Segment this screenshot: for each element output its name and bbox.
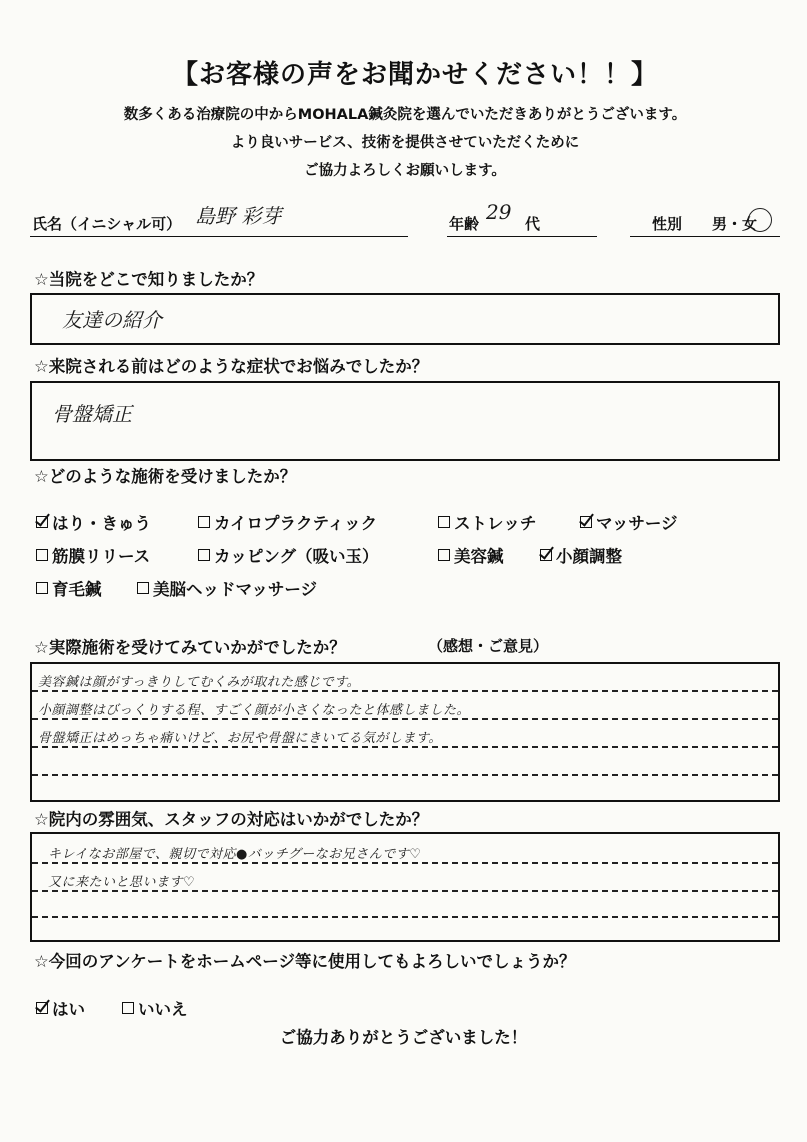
gender-selected-circle xyxy=(748,208,772,232)
q5-answer-line-1: キレイなお部屋で、親切で対応●バッチグーなお兄さんです♡ xyxy=(48,847,422,862)
checkbox-icon xyxy=(137,582,149,594)
option-yes: はい xyxy=(36,996,85,1020)
name-underline xyxy=(30,236,408,237)
name-value: 島野 彩芽 xyxy=(195,204,282,228)
dashed-line xyxy=(32,862,778,864)
checkbox-checked-icon xyxy=(36,1002,48,1014)
option-stretch: ストレッチ xyxy=(438,510,536,534)
q2-answer-box xyxy=(30,381,780,461)
q4-answer-line-1: 美容鍼は顔がすっきりしてむくみが取れた感じです。 xyxy=(38,675,361,690)
option-cosmetic-acupuncture: 美容鍼 xyxy=(438,543,504,567)
dashed-line xyxy=(32,746,778,748)
survey-title: 【お客様の声をお聞かせください！！】 xyxy=(171,60,658,90)
age-label: 年齢 xyxy=(449,215,480,233)
gender-underline xyxy=(630,236,780,237)
option-cupping: カッピング（吸い玉） xyxy=(198,543,379,567)
option-head-massage: 美脳ヘッドマッサージ xyxy=(137,576,317,600)
intro-line-3: ご協力よろしくお願いします。 xyxy=(304,163,506,179)
q2-answer: 骨盤矯正 xyxy=(52,402,132,426)
dashed-line xyxy=(32,916,778,918)
q4-answer-line-3: 骨盤矯正はめっちゃ痛いけど、お尻や骨盤にきいてる気がします。 xyxy=(38,731,442,746)
name-label: 氏名（イニシャル可） xyxy=(32,215,182,233)
q2-question: ☆来院される前はどのような症状でお悩みでしたか？ xyxy=(34,357,429,376)
checkbox-icon xyxy=(438,549,450,561)
checkbox-checked-icon xyxy=(540,549,552,561)
q4-answer-line-2: 小顔調整はびっくりする程、すごく顔が小さくなったと体感しました。 xyxy=(38,703,471,718)
gender-options: 男・女 xyxy=(712,215,758,233)
intro-line-1: 数多くある治療院の中からMOHALA鍼灸院を選んでいただきありがとうございます。 xyxy=(123,107,687,123)
dashed-line xyxy=(32,690,778,692)
checkbox-icon xyxy=(36,549,48,561)
checkbox-icon xyxy=(198,549,210,561)
option-no: いいえ xyxy=(122,996,188,1020)
age-value: 29 xyxy=(486,200,512,224)
q4-question: ☆実際施術を受けてみていかがでしたか？ xyxy=(34,638,346,657)
age-suffix: 代 xyxy=(525,215,541,233)
option-small-face: 小顔調整 xyxy=(540,543,622,567)
age-underline xyxy=(447,236,597,237)
dashed-line xyxy=(32,718,778,720)
checkbox-icon xyxy=(122,1002,134,1014)
option-hair-growth: 育毛鍼 xyxy=(36,576,102,600)
dashed-line xyxy=(32,774,778,776)
checkbox-icon xyxy=(438,516,450,528)
checkbox-checked-icon xyxy=(580,516,592,528)
q3-question: ☆どのような施術を受けましたか？ xyxy=(34,467,297,486)
checkbox-checked-icon xyxy=(36,516,48,528)
option-fascia-release: 筋膜リリース xyxy=(36,543,150,567)
q5-question: ☆院内の雰囲気、スタッフの対応はいかがでしたか？ xyxy=(34,810,429,829)
intro-line-2: より良いサービス、技術を提供させていただくために xyxy=(230,135,580,151)
option-chiropractic: カイロプラクティック xyxy=(198,510,377,534)
q1-answer: 友達の紹介 xyxy=(62,308,162,332)
q4-note: （感想・ご意見） xyxy=(428,637,549,655)
checkbox-icon xyxy=(198,516,210,528)
option-hari-kyu: はり・きゅう xyxy=(36,510,151,534)
gender-label: 性別 xyxy=(652,215,683,233)
q1-question: ☆当院をどこで知りましたか？ xyxy=(34,270,264,289)
q6-question: ☆今回のアンケートをホームページ等に使用してもよろしいでしょうか？ xyxy=(34,952,576,971)
thanks-message: ご協力ありがとうございました！ xyxy=(279,1028,528,1047)
option-massage: マッサージ xyxy=(580,510,678,534)
q5-answer-line-2: 又に来たいと思います♡ xyxy=(48,875,196,890)
checkbox-icon xyxy=(36,582,48,594)
dashed-line xyxy=(32,890,778,892)
